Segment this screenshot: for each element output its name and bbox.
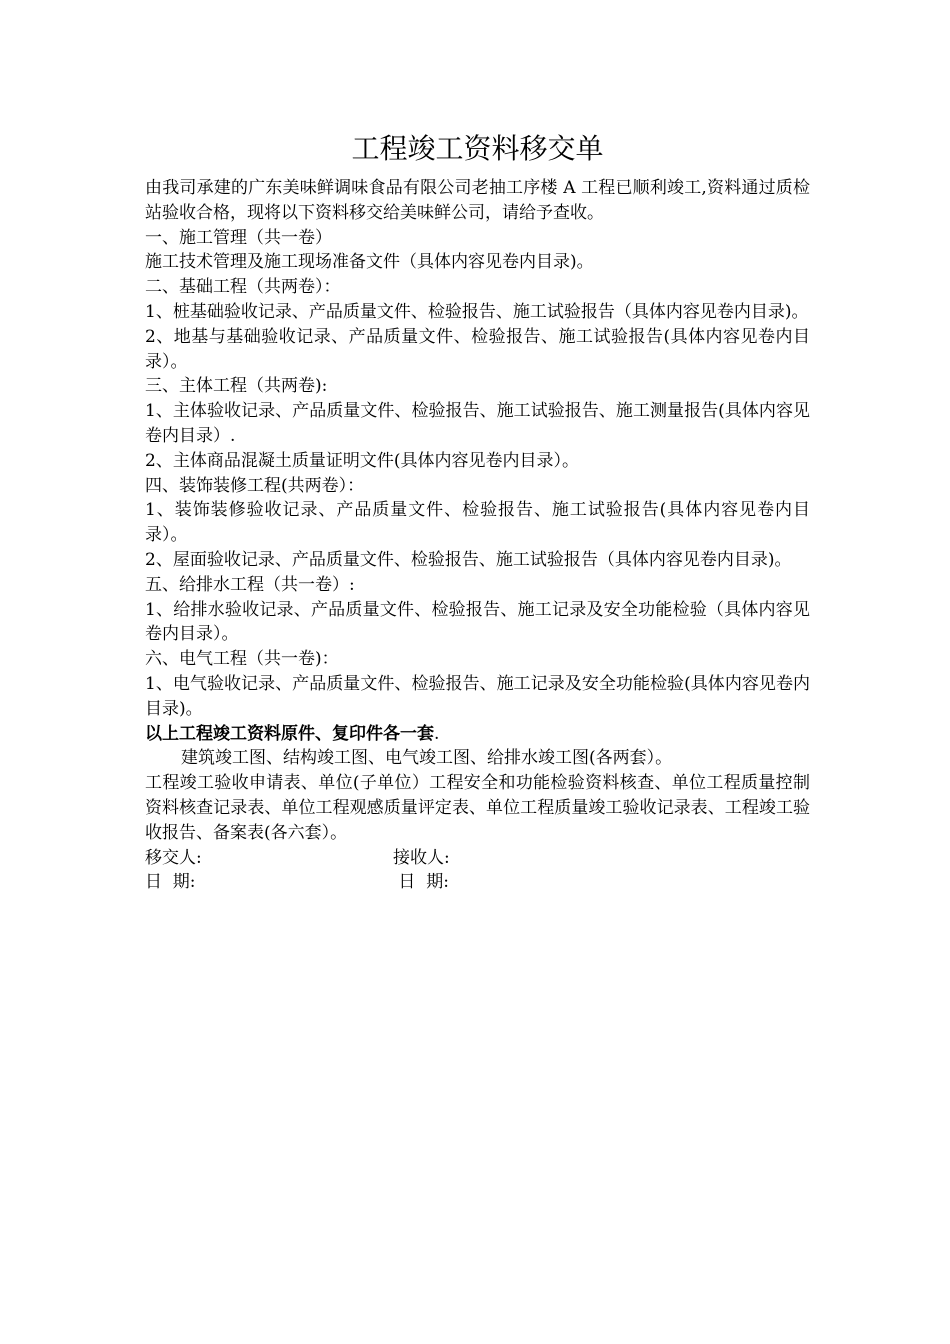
section-heading-management: 一、施工管理（共一卷） <box>145 227 332 248</box>
document-title: 工程竣工资料移交单 <box>351 132 604 165</box>
list-item: 1、桩基础验收记录、产品质量文件、检验报告、施工试验报告（具体内容见卷内目录)。 <box>145 301 809 322</box>
forms-paragraph: 工程竣工验收申请表、单位(子单位）工程安全和功能检验资料核查、单位工程质量控制资料核查记录表、单位工程观感质量评定表、单位工程质量竣工验收记录表、工程竣工验收报告、备案表(各六套）。 <box>145 773 810 843</box>
receiver-person-label: 接收人: <box>393 847 450 868</box>
summary-bold-text: 以上工程竣工资料原件、复印件各一套 <box>145 723 434 744</box>
summary-line <box>145 722 810 747</box>
list-item: 1、主体验收记录、产品质量文件、检验报告、施工试验报告、施工测量报告(具体内容见卷内目录）. <box>145 401 810 446</box>
document-page <box>145 126 810 895</box>
section-heading-main-structure: 三、主体工程（共两卷): <box>145 376 328 397</box>
list-item: 施工技术管理及施工现场准备文件（具体内容见卷内目录)。 <box>145 252 594 273</box>
section-heading-decoration: 四、装饰装修工程(共两卷）： <box>145 475 365 496</box>
handover-date-label: 日 期: <box>145 872 196 893</box>
list-item: 1、装饰装修验收记录、产品质量文件、检验报告、施工试验报告(具体内容见卷内目录）。 <box>145 500 810 546</box>
section-heading-foundation: 二、基础工程（共两卷）： <box>145 277 341 298</box>
intro-paragraph: 由我司承建的广东美味鲜调味食品有限公司老抽工序楼 A 工程已顺利竣工,资料通过质检站验收合格，现将以下资料移交给美味鲜公司，请给予查收。 <box>145 178 810 223</box>
receiver-date-label: 日 期: <box>393 872 449 893</box>
list-item: 1、给排水验收记录、产品质量文件、检验报告、施工记录及安全功能检验（具体内容见卷内目录）。 <box>145 599 810 645</box>
list-item: 2、主体商品混凝土质量证明文件(具体内容见卷内目录）。 <box>145 450 579 471</box>
date-row <box>145 870 810 895</box>
handover-person-label: 移交人: <box>145 847 202 868</box>
section-heading-plumbing: 五、给排水工程（共一卷）: <box>145 574 355 595</box>
section-heading-electrical: 六、电气工程（共一卷)： <box>145 649 339 670</box>
signature-row <box>145 846 810 871</box>
list-item: 1、电气验收记录、产品质量文件、检验报告、施工记录及安全功能检验(具体内容见卷内目录)。 <box>145 673 810 719</box>
list-item: 2、地基与基础验收记录、产品质量文件、检验报告、施工试验报告(具体内容见卷内目录）。 <box>145 326 810 372</box>
summary-suffix: . <box>434 723 440 744</box>
drawings-line: 建筑竣工图、结构竣工图、电气竣工图、给排水竣工图(各两套）。 <box>181 748 673 769</box>
list-item: 2、屋面验收记录、产品质量文件、检验报告、施工试验报告（具体内容见卷内目录)。 <box>145 549 792 570</box>
